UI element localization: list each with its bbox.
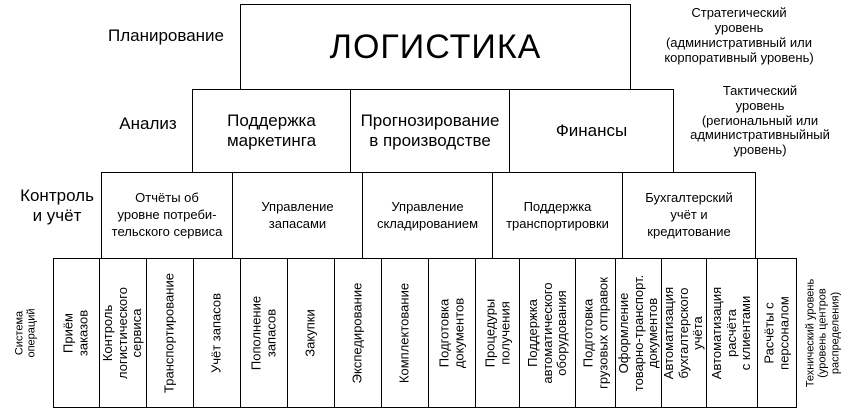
operation-column-text: Приём заказов [60,309,90,357]
operation-column-text: Поддержка автоматического оборудования [524,282,569,384]
control-box-service-reports [101,172,233,259]
level-label-control [12,180,102,232]
operation-column-text: Оформление товарно-транспорт. документов [615,274,660,392]
control-box-inventory [232,172,363,259]
level-label-analysis [110,110,186,138]
operation-column-text: Экспедирование [349,282,365,384]
side-note-tactical-text: Тактический уровень (региональный или административныйный уровень) [690,82,830,158]
control-box-inventory-text: Управление запасами [261,198,334,231]
operation-column-client-settlement [707,258,758,408]
analysis-box-marketing [192,89,351,173]
operation-column-transport-docs [616,258,662,408]
operation-column-text: Автоматизация бухгалтерского учёта [661,286,706,380]
analysis-box-forecasting-text: Прогнозирование в производстве [360,110,500,150]
operation-column-text: Транспортирование [161,273,177,393]
operation-column-text: Контроль логистического сервиса [100,287,145,379]
operation-column-accounting-automation [662,258,707,408]
analysis-box-finance [509,89,674,173]
analysis-box-forecasting [350,89,510,173]
technical-level-label-text: Технический уровень (уровень центров распределения) [804,278,841,388]
operation-column-order-receipt [53,258,100,408]
operation-column-forwarding [335,258,382,408]
operations-level-label [0,258,52,408]
operation-column-text: Подготовка документов [436,297,466,369]
operation-column-purchasing [288,258,335,408]
operation-column-text: Пополнение запасов [248,295,278,371]
control-box-warehousing-text: Управление складированием [376,198,479,231]
side-note-tactical [674,78,846,164]
level-label-planning [96,22,236,50]
operation-column-inventory-accounting [194,258,241,408]
operation-column-picking [382,258,429,408]
operation-column-shipment-prep [576,258,616,408]
control-box-warehousing [362,172,493,259]
operation-column-text: Расчёты с персоналом [761,296,791,370]
operations-level-label-text: Система операций [13,308,38,358]
operation-column-documents [429,258,476,408]
control-box-service-reports-text: Отчёты об уровне потреби- тельского сервиса [111,190,223,239]
control-box-accounting-text: Бухгалтерский учёт и кредитование [645,190,733,239]
operation-column-equipment-support [520,258,576,408]
operation-column-text: Автоматизация расчёта с клиентами [709,286,754,380]
control-box-transport-support [492,172,623,259]
operation-column-replenishment [241,258,288,408]
operation-column-service-control [100,258,147,408]
operation-column-text: Комплектование [396,282,412,384]
technical-level-label [797,258,848,408]
operation-column-text: Закупки [302,309,318,357]
operation-column-text: Учёт запасов [208,292,224,374]
level-label-control-text: Контроль и учёт [20,185,94,225]
control-box-accounting [622,172,756,259]
level-label-planning-text: Планирование [107,26,225,46]
operation-column-text: Процедуры получения [481,298,512,368]
level-label-analysis-text: Анализ [119,114,177,134]
logistics-box [240,4,631,90]
operation-column-receiving [476,258,520,408]
logistics-title: ЛОГИСТИКА [329,27,542,66]
operation-column-text: Подготовка грузовых отправок [579,277,610,389]
control-box-transport-support-text: Поддержка транспортировки [506,198,609,231]
side-note-strategic-text: Стратегический уровень (административный или корпоративный уровень) [664,5,814,65]
operation-column-transportation [147,258,194,408]
operation-column-payroll [758,258,797,408]
analysis-box-finance-text: Финансы [555,120,628,140]
side-note-strategic [634,2,844,70]
analysis-box-marketing-text: Поддержка маркетинга [226,110,317,150]
